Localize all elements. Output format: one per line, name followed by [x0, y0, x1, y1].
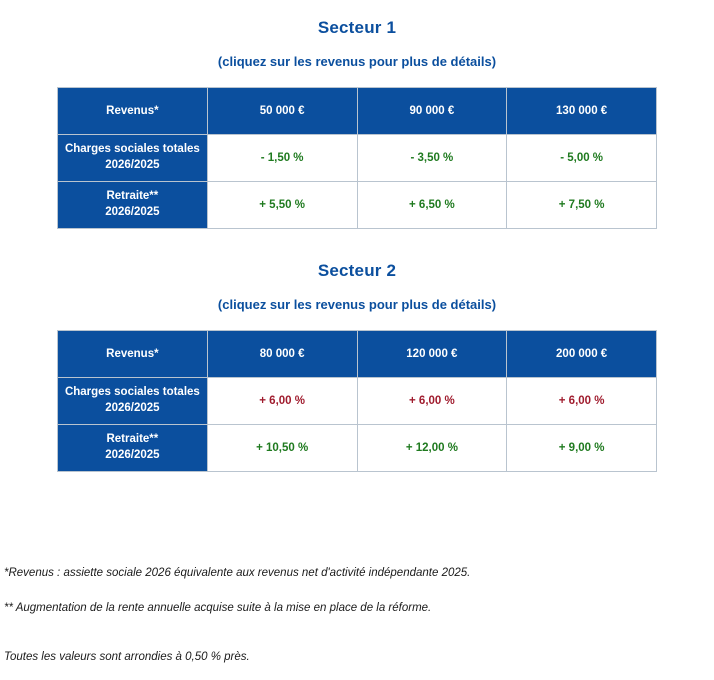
header-amount-1[interactable]: 80 000 €: [207, 331, 357, 378]
sector-2-table: [57, 330, 657, 472]
cell-value: + 12,00 %: [357, 425, 507, 472]
header-revenus-label: Revenus*: [58, 331, 208, 378]
row-label-line-2: 2026/2025: [105, 206, 160, 218]
footnote-retraite: ** Augmentation de la rente annuelle acquise suite à la mise en place de la réforme.: [4, 601, 432, 614]
cell-value: + 9,00 %: [507, 425, 657, 472]
row-label-line-1: Charges sociales totales: [64, 386, 200, 399]
row-label-line-2: 2026/2025: [105, 449, 160, 461]
table-row: [58, 425, 657, 472]
row-label-charges-sociales: [58, 378, 208, 425]
cell-value: + 6,00 %: [207, 378, 357, 425]
section-secteur-1: [0, 0, 714, 229]
row-label-retraite: [58, 425, 208, 472]
section-spacer: [0, 229, 714, 243]
header-revenus-label: Revenus*: [58, 88, 208, 135]
row-label-charges-sociales: [58, 135, 208, 182]
cell-value: + 6,50 %: [357, 182, 507, 229]
table-row: [58, 182, 657, 229]
row-label-line-2: 2026/2025: [105, 159, 160, 171]
table-header-row: [58, 88, 657, 135]
header-amount-1[interactable]: 50 000 €: [207, 88, 357, 135]
section-title: Secteur 1: [317, 18, 397, 37]
footnote-revenus: *Revenus : assiette sociale 2026 équivalente aux revenus net d'activité indépendante 2025.: [4, 567, 471, 579]
cell-value: + 5,50 %: [207, 182, 357, 229]
cell-value: + 6,00 %: [507, 378, 657, 425]
section-subtitle: (cliquez sur les revenus pour plus de détails): [217, 54, 497, 69]
cell-value: + 7,50 %: [507, 182, 657, 229]
row-label-line-1: Retraite**: [106, 190, 159, 203]
row-label-line-2: 2026/2025: [105, 402, 160, 414]
row-label-line-1: Retraite**: [106, 433, 159, 446]
footnotes: [0, 560, 714, 665]
cell-value: - 5,00 %: [507, 135, 657, 182]
section-secteur-2: [0, 243, 714, 472]
header-amount-3[interactable]: 200 000 €: [507, 331, 657, 378]
cell-value: - 3,50 %: [357, 135, 507, 182]
header-amount-2[interactable]: 120 000 €: [357, 331, 507, 378]
section-title: Secteur 2: [317, 261, 397, 280]
header-amount-3[interactable]: 130 000 €: [507, 88, 657, 135]
row-label-retraite: [58, 182, 208, 229]
footnote-arrondis: Toutes les valeurs sont arrondies à 0,50 % près.: [4, 650, 250, 663]
table-row: [58, 135, 657, 182]
sector-1-table: [57, 87, 657, 229]
header-amount-2[interactable]: 90 000 €: [357, 88, 507, 135]
table-header-row: [58, 331, 657, 378]
cell-value: - 1,50 %: [207, 135, 357, 182]
row-label-line-1: Charges sociales totales: [64, 143, 200, 156]
cell-value: + 6,00 %: [357, 378, 507, 425]
table-row: [58, 378, 657, 425]
cell-value: + 10,50 %: [207, 425, 357, 472]
section-subtitle: (cliquez sur les revenus pour plus de détails): [217, 297, 497, 312]
